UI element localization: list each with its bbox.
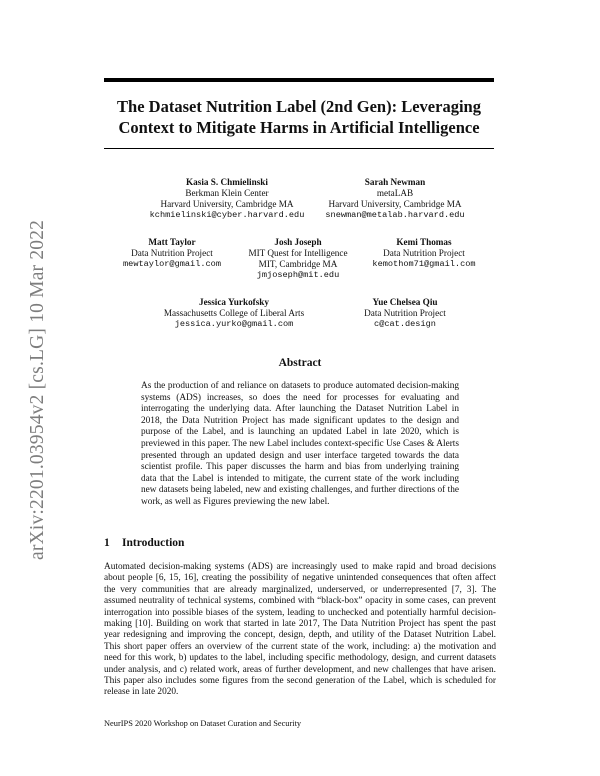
author-block [310,177,480,221]
arxiv-stamp: arXiv:2201.03954v2 [cs.LG] 10 Mar 2022 [27,219,48,560]
author-affiliation: Berkman Klein Center [185,188,269,198]
section-body: Automated decision-making systems (ADS) are increasingly used to make rapid and broad decisions about people [6, 15, 16], creating the possibility of negative unintended consequences that often affect the very communities that are already marginalized, underserved, or underrepresented [7, 3]. The assumed neutrality of technical systems, combined with “black-box” opacity in some cases, can prevent interrogation into possible biases of the system, leading to unchecked and potentially harmful decision-making [10]. Building on work that started in late 2017, The Data Nutrition Project has spent the past year redesigning and improving the concept, design, depth, and utility of the Dataset Nutrition Label. This short paper offers an overview of the current state of the work, including: a) the motivation and need for this work, b) updates to the label, including specific methodology, design, and current datasets under analysis, and c) related work, areas of further development, and new challenges that have arisen. This paper also includes some figures from the second generation of the Label, which is scheduled for release in late 2020. [104,562,496,698]
author-block [320,297,490,330]
author-affiliation: MIT Quest for Intelligence [248,248,348,258]
author-email[interactable]: mewtaylor@gmail.com [123,259,221,269]
author-name: Josh Joseph [274,237,322,247]
abstract-heading: Abstract [278,357,322,369]
author-block [149,297,319,330]
paper-title: The Dataset Nutrition Label (2nd Gen): Leveraging Context to Mitigate Harms in Artificial Intelligence [117,97,481,137]
author-affiliation: Massachusetts College of Liberal Arts [163,308,305,318]
author-block [354,237,494,270]
author-affiliation: Data Nutrition Project [131,248,213,258]
author-name: Kemi Thomas [396,237,452,247]
author-name: Kasia S. Chmielinski [186,177,268,187]
title-rule-bottom [104,148,494,149]
author-email[interactable]: kchmielinski@cyber.harvard.edu [149,210,305,220]
section-heading [104,537,184,549]
author-block [142,177,312,221]
author-affiliation: Data Nutrition Project [364,308,446,318]
author-affiliation: Harvard University, Cambridge MA [160,199,294,209]
author-email[interactable]: c@cat.design [374,319,436,329]
author-email[interactable]: kemothom71@gmail.com [372,259,476,269]
author-name: Yue Chelsea Qiu [372,297,438,307]
title-rule-top [104,78,494,82]
author-affiliation: Data Nutrition Project [383,248,465,258]
page-footer: NeurIPS 2020 Workshop on Dataset Curation and Security [104,719,302,728]
author-block [228,237,368,281]
author-affiliation: Harvard University, Cambridge MA [328,199,462,209]
author-name: Sarah Newman [364,177,426,187]
author-email[interactable]: snewman@metalab.harvard.edu [325,210,465,220]
section-title: Introduction [122,537,185,549]
abstract-text: As the production of and reliance on datasets to produce automated decision-making systems (ADS) increases, so does the need for processes for evaluating and interrogating the underlying data. After launching the Dataset Nutrition Label in 2018, the Data Nutrition Project has made significant updates to the design and purpose of the Label, and is launching an updated Label in late 2020, which is previewed in this paper. The new Label includes context-specific Use Cases & Alerts presented through an updated design and user interface targeted towards the data scientist profile. This paper discusses the harm and bias from underlying training data that the Label is intended to mitigate, the current state of the work including new datasets being labeled, new and existing challenges, and further directions of the work, as well as Figures previewing the new label. [141,381,459,507]
author-name: Jessica Yurkofsky [198,297,270,307]
author-name: Matt Taylor [148,237,196,247]
author-affiliation: MIT, Cambridge MA [258,259,338,269]
author-affiliation: metaLAB [376,188,414,198]
author-email[interactable]: jessica.yurko@gmail.com [174,319,294,329]
section-number: 1 [104,537,110,549]
author-email[interactable]: jmjoseph@mit.edu [256,270,340,280]
author-block [102,237,242,270]
